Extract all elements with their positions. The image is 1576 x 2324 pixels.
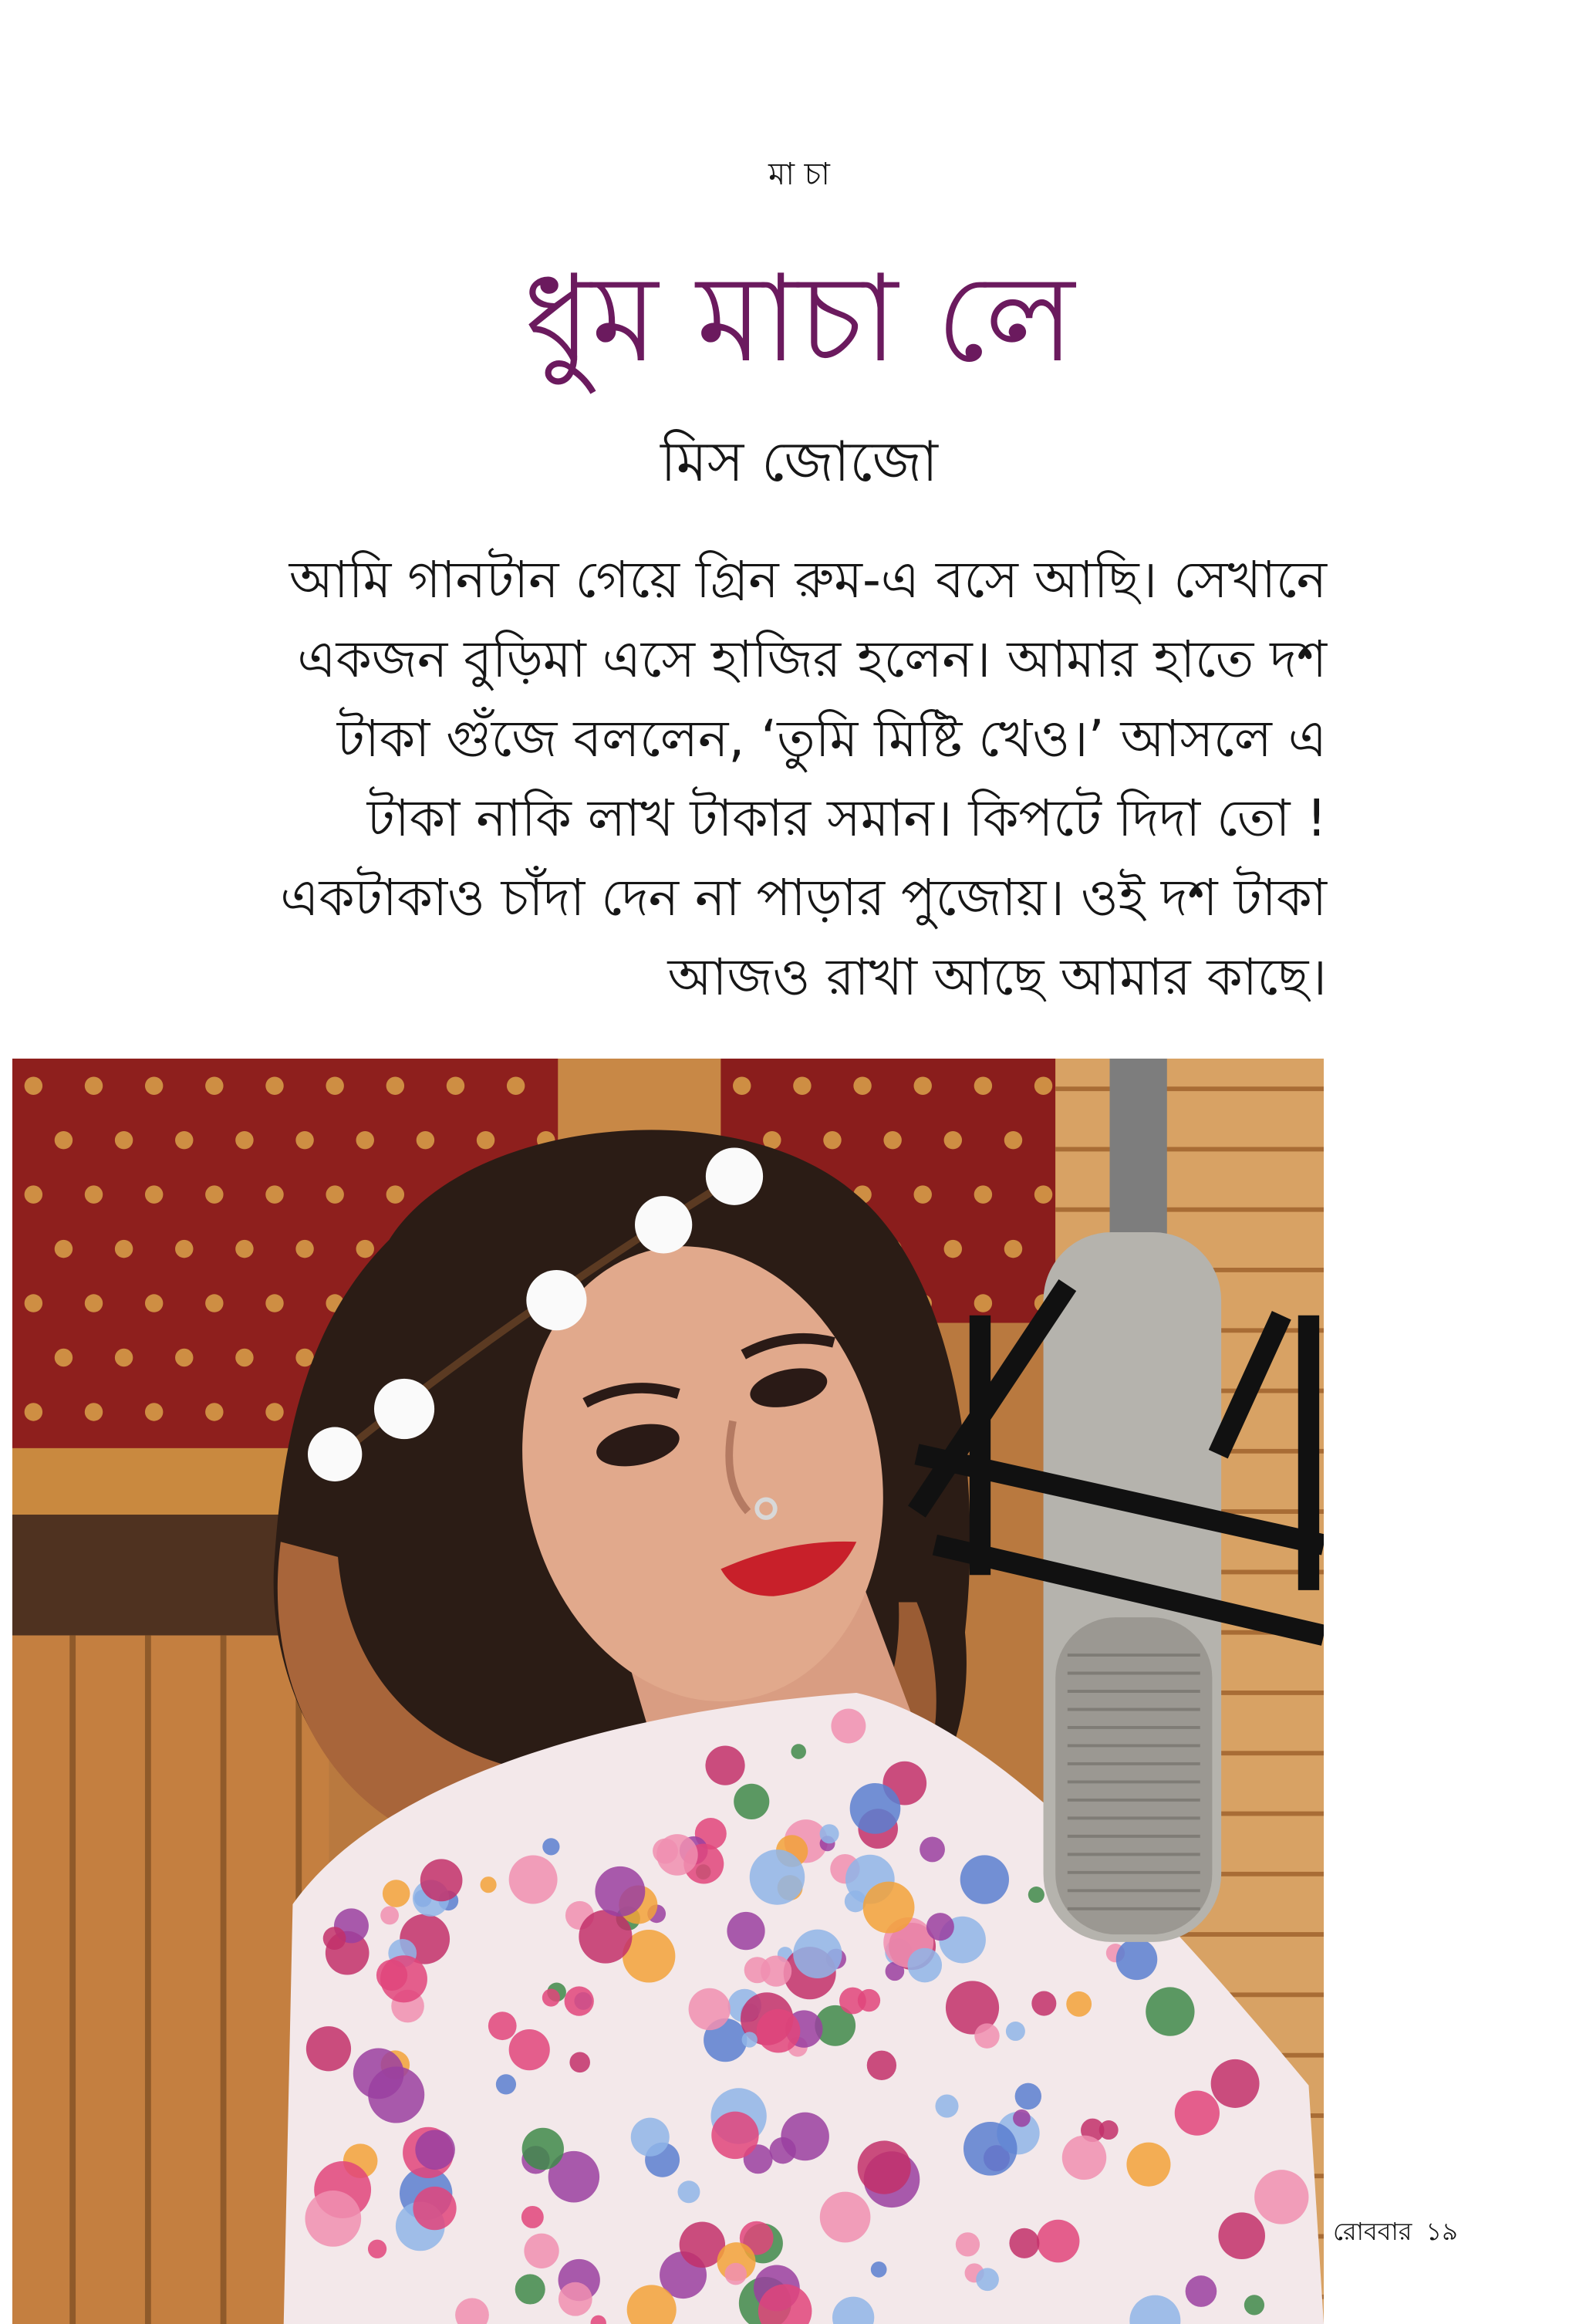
wallpaper-motif xyxy=(145,1403,163,1420)
shirt-flower xyxy=(1211,2059,1260,2108)
shirt-flower xyxy=(1006,2022,1025,2041)
wallpaper-motif xyxy=(145,1076,163,1094)
shirt-flower xyxy=(1009,2228,1039,2258)
wallpaper-motif xyxy=(55,1349,73,1366)
wallpaper-motif xyxy=(145,1185,163,1203)
wallpaper-motif xyxy=(1004,1131,1022,1149)
wallpaper-motif xyxy=(115,1131,133,1149)
shirt-flower xyxy=(1186,2275,1217,2307)
wallpaper-motif xyxy=(793,1076,811,1094)
shirt-flower xyxy=(542,1838,559,1855)
wallpaper-motif xyxy=(914,1076,932,1094)
shirt-flower xyxy=(1244,2295,1264,2315)
shirt-flower xyxy=(689,1988,731,2030)
wallpaper-motif xyxy=(265,1076,283,1094)
shirt-flower xyxy=(1146,1987,1194,2035)
shirt-flower xyxy=(1116,1939,1158,1981)
body-line xyxy=(116,937,1327,1017)
wallpaper-motif xyxy=(145,1294,163,1312)
body-line-text: একজন বুড়িমা এসে হাজির হলেন। আমার হাতে দশ xyxy=(297,630,1327,689)
article-body xyxy=(116,540,1327,1017)
shirt-flower xyxy=(542,1989,560,2007)
shirt-flower xyxy=(383,1880,410,1907)
shirt-flower xyxy=(976,2268,999,2291)
wallpaper-motif xyxy=(1034,1185,1052,1203)
mic-grille xyxy=(1055,1617,1212,1934)
wallpaper-motif xyxy=(205,1185,223,1203)
wallpaper-motif xyxy=(326,1185,343,1203)
shirt-flower xyxy=(488,2012,517,2040)
wallpaper-motif xyxy=(235,1349,253,1366)
body-line-text: টাকা নাকি লাখ টাকার সমান। কিপটে দিদা তো ! xyxy=(366,789,1327,848)
shirt-flower xyxy=(565,1986,594,2015)
shirt-flower xyxy=(871,2262,887,2278)
wood-paneling-lower xyxy=(12,1636,329,2324)
singer-photo xyxy=(12,1059,1324,2324)
body-line xyxy=(116,779,1327,858)
wallpaper-motif xyxy=(265,1294,283,1312)
shirt-flower xyxy=(1218,2212,1265,2259)
shirt-flower xyxy=(863,1882,915,1934)
wallpaper-motif xyxy=(477,1131,494,1149)
wallpaper-motif xyxy=(235,1131,253,1149)
shirt-flower xyxy=(631,2118,670,2157)
wallpaper-motif xyxy=(295,1131,313,1149)
shirt-flower xyxy=(831,1709,866,1744)
shirt-flower xyxy=(1028,1887,1044,1903)
shirt-flower xyxy=(1037,2220,1079,2263)
wallpaper-motif xyxy=(295,1240,313,1258)
wallpaper-motif xyxy=(175,1349,193,1366)
shirt-flower xyxy=(509,1856,558,1904)
wallpaper-motif xyxy=(115,1240,133,1258)
wallpaper-motif xyxy=(265,1185,283,1203)
shirt-flower xyxy=(1031,1991,1056,2015)
wallpaper-motif xyxy=(205,1294,223,1312)
shirt-flower xyxy=(907,1948,942,1983)
shirt-flower xyxy=(850,1783,901,1834)
shirt-flower xyxy=(820,2192,871,2243)
body-line xyxy=(116,858,1327,937)
shirt-flower xyxy=(761,1955,791,1986)
body-line-text: টাকা গুঁজে বললেন, ‘তুমি মিষ্টি খেও।’ আসলে এ xyxy=(336,709,1327,768)
wallpaper-motif xyxy=(447,1076,464,1094)
crown-flower xyxy=(374,1379,434,1439)
crown-flower xyxy=(308,1427,362,1481)
shirt-flower xyxy=(727,1912,764,1950)
shirt-flower xyxy=(656,1834,698,1876)
shirt-flower xyxy=(757,2009,801,2053)
shirt-flower xyxy=(509,2029,550,2070)
wallpaper-motif xyxy=(356,1131,374,1149)
shirt-flower xyxy=(415,2130,455,2170)
shirt-flower xyxy=(742,2032,758,2047)
shirt-flower xyxy=(481,1876,497,1893)
wallpaper-motif xyxy=(205,1076,223,1094)
author-name: মিস জোজো xyxy=(660,429,938,494)
shirt-flower xyxy=(963,2122,1017,2176)
shirt-flower xyxy=(867,2051,896,2080)
shirt-flower xyxy=(413,2187,456,2230)
wallpaper-motif xyxy=(1004,1240,1022,1258)
shirt-flower xyxy=(935,2095,958,2118)
wallpaper-motif xyxy=(507,1076,525,1094)
body-line xyxy=(116,540,1327,620)
wallpaper-motif xyxy=(55,1240,73,1258)
shirt-flower xyxy=(305,2191,361,2247)
wallpaper-motif xyxy=(386,1185,404,1203)
wallpaper-motif xyxy=(386,1076,404,1094)
wallpaper-motif xyxy=(733,1076,751,1094)
shirt-flower xyxy=(559,2282,592,2316)
wallpaper-motif xyxy=(25,1294,42,1312)
wallpaper-motif xyxy=(235,1240,253,1258)
page-number: ১৯ xyxy=(1426,2217,1458,2246)
wallpaper-motif xyxy=(823,1131,841,1149)
shirt-flower xyxy=(858,2140,911,2194)
wallpaper-motif xyxy=(115,1349,133,1366)
article-title: ধুম মাচা লে xyxy=(523,248,1075,389)
wallpaper-motif xyxy=(175,1131,193,1149)
shirt-flower xyxy=(820,1824,839,1843)
wallpaper-motif xyxy=(1034,1076,1052,1094)
shirt-flower xyxy=(524,2234,559,2268)
crown-flower xyxy=(706,1147,763,1204)
shirt-flower xyxy=(521,2206,544,2228)
shirt-flower xyxy=(496,2074,516,2094)
dark-wall-strip xyxy=(12,1515,314,1636)
body-line xyxy=(116,699,1327,779)
shirt-flower xyxy=(974,2023,999,2048)
shirt-flower xyxy=(920,1836,945,1862)
shirt-flower xyxy=(579,1910,632,1963)
wallpaper-motif xyxy=(974,1185,992,1203)
wallpaper-motif xyxy=(944,1131,962,1149)
wallpaper-motif xyxy=(25,1185,42,1203)
wallpaper-motif xyxy=(85,1076,103,1094)
body-line-text: আজও রাখা আছে আমার কাছে। xyxy=(667,948,1327,1007)
shirt-flower xyxy=(380,1906,399,1924)
shirt-flower xyxy=(734,1784,769,1819)
shirt-flower xyxy=(376,1960,407,1991)
wallpaper-motif xyxy=(853,1076,871,1094)
crown-flower xyxy=(635,1196,692,1253)
wallpaper-motif xyxy=(295,1349,313,1366)
shirt-flower xyxy=(750,1849,805,1905)
wallpaper-motif xyxy=(265,1403,283,1420)
shirt-flower xyxy=(595,1866,645,1917)
wallpaper-motif xyxy=(326,1076,343,1094)
shirt-flower xyxy=(515,2274,545,2304)
crown-flower xyxy=(526,1270,586,1330)
shirt-flower xyxy=(420,1859,463,1901)
wallpaper-motif xyxy=(356,1240,374,1258)
photo-illustration xyxy=(12,1059,1324,2324)
shirt-flower xyxy=(368,2240,386,2258)
wallpaper-motif xyxy=(85,1294,103,1312)
shirt-flower xyxy=(1175,2090,1220,2135)
mic-stand-rod xyxy=(1110,1059,1167,1240)
shirt-flower xyxy=(569,2052,590,2073)
wallpaper-motif xyxy=(55,1131,73,1149)
shirt-flower xyxy=(960,1855,1009,1903)
shirt-flower xyxy=(793,1930,842,1978)
wallpaper-motif xyxy=(25,1403,42,1420)
shirt-flower xyxy=(839,1988,866,2015)
shirt-flower xyxy=(368,2066,424,2123)
body-line-text: একটাকাও চাঁদা দেন না পাড়ার পুজোয়। ওই দশ টাকা xyxy=(280,868,1327,927)
wallpaper-motif xyxy=(883,1131,901,1149)
shirt-flower xyxy=(926,1913,954,1941)
shirt-flower xyxy=(956,2232,980,2256)
section-label: মা চা xyxy=(768,157,830,192)
footer-section-name: রোববার xyxy=(1333,2217,1412,2246)
shirt-flower xyxy=(1013,2110,1031,2127)
wallpaper-motif xyxy=(417,1131,434,1149)
wallpaper-motif xyxy=(205,1403,223,1420)
wallpaper-motif xyxy=(85,1185,103,1203)
wallpaper-motif xyxy=(944,1240,962,1258)
shirt-flower xyxy=(711,2112,758,2159)
shirt-flower xyxy=(791,1744,806,1759)
shirt-flower xyxy=(705,1745,744,1785)
shirt-flower xyxy=(724,2263,747,2285)
shirt-flower xyxy=(770,2137,796,2164)
shirt-flower xyxy=(1254,2170,1308,2224)
wallpaper-motif xyxy=(25,1076,42,1094)
shirt-flower xyxy=(1062,2136,1106,2180)
wallpaper-motif xyxy=(974,1076,992,1094)
shirt-flower xyxy=(323,1927,346,1950)
wallpaper-motif xyxy=(175,1240,193,1258)
shirt-flower xyxy=(1126,2143,1170,2187)
shirt-flower xyxy=(522,2128,564,2170)
wallpaper-motif xyxy=(974,1294,992,1312)
wallpaper-motif xyxy=(914,1185,932,1203)
shirt-flower xyxy=(678,2180,700,2203)
shirt-flower xyxy=(306,2026,351,2071)
shirt-flower xyxy=(1015,2083,1041,2110)
body-line-text: আমি গানটান গেয়ে গ্রিন রুম-এ বসে আছি। সেখানে xyxy=(289,550,1327,610)
shirt-flower xyxy=(1066,1991,1092,2017)
shirt-flower xyxy=(1099,2120,1119,2140)
page-footer xyxy=(1333,2216,1458,2247)
wallpaper-motif xyxy=(85,1403,103,1420)
body-line xyxy=(116,620,1327,699)
